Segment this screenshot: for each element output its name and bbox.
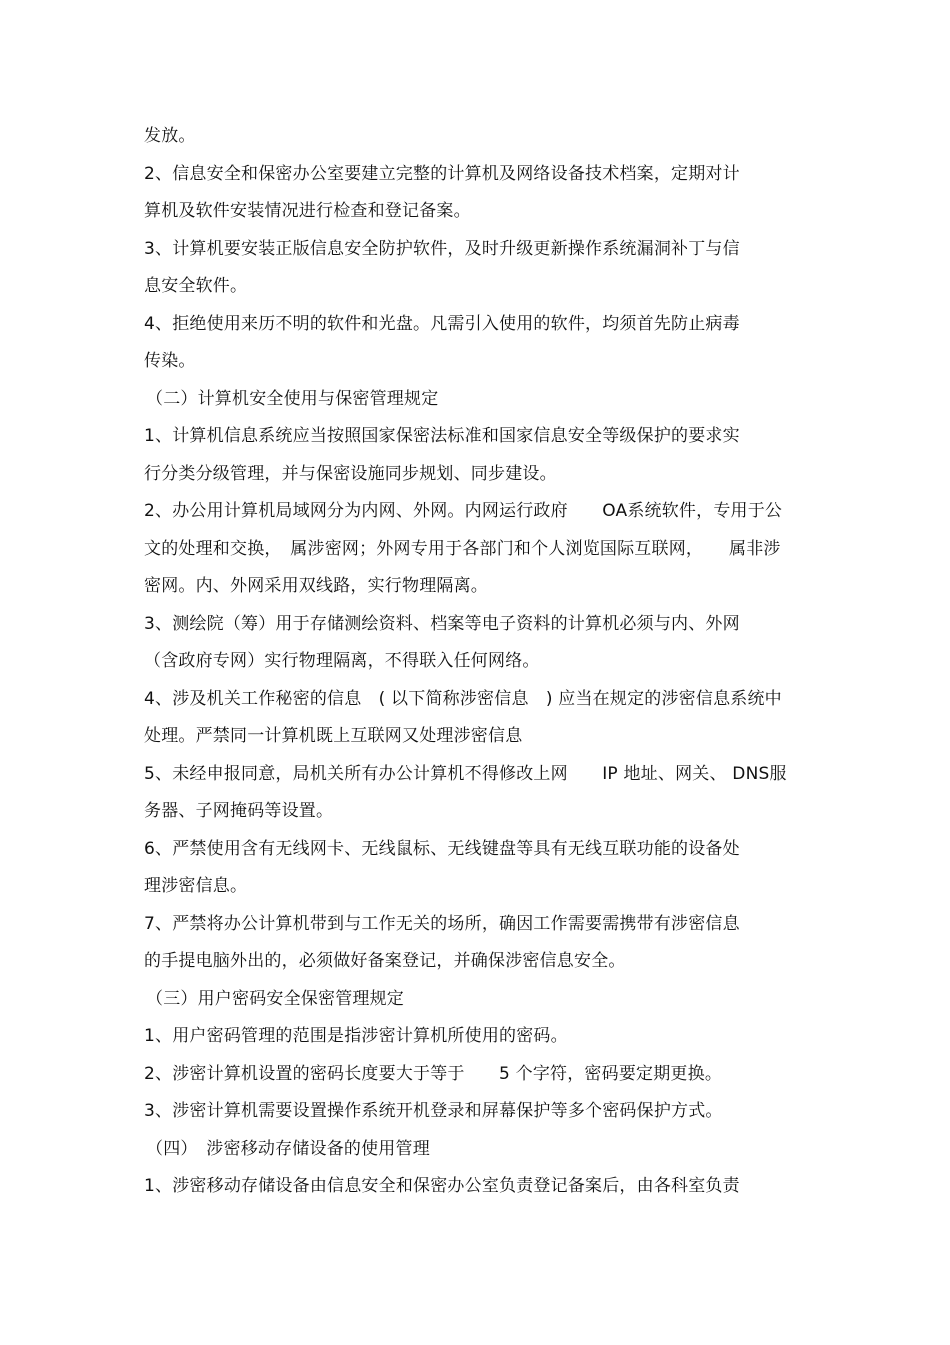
text-line: 息安全软件。: [144, 276, 248, 296]
text-line: 3、涉密计算机需要设置操作系统开机登录和屏幕保护等多个密码保护方式。: [144, 1101, 723, 1121]
text-line: 6、严禁使用含有无线网卡、无线鼠标、无线键盘等具有无线互联功能的设备处: [144, 839, 740, 859]
text-line: 算机及软件安装情况进行检查和登记备案。: [144, 201, 471, 221]
section-heading: （三）用户密码安全保密管理规定: [146, 989, 404, 1009]
text-line: （含政府专网）实行物理隔离，不得联入任何网络。: [144, 651, 540, 671]
text-line: 2、信息安全和保密办公室要建立完整的计算机及网络设备技术档案，定期对计: [144, 164, 740, 184]
text-line: 理涉密信息。: [144, 876, 248, 896]
text-line: 4、拒绝使用来历不明的软件和光盘。凡需引入使用的软件，均须首先防止病毒: [144, 314, 740, 334]
text-line: 务器、子网掩码等设置。: [144, 801, 334, 821]
text-line: 4、涉及机关工作秘密的信息 ( 以下简称涉密信息 ) 应当在规定的涉密信息系统中: [144, 689, 782, 709]
section-heading: （四） 涉密移动存储设备的使用管理: [146, 1139, 430, 1159]
text-line: 行分类分级管理，并与保密设施同步规划、同步建设。: [144, 464, 557, 484]
text-line: 7、严禁将办公计算机带到与工作无关的场所，确因工作需要需携带有涉密信息: [144, 914, 740, 934]
text-line: 传染。: [144, 351, 196, 371]
text-line: 1、涉密移动存储设备由信息安全和保密办公室负责登记备案后，由各科室负责: [144, 1176, 740, 1196]
text-line: 处理。严禁同一计算机既上互联网又处理涉密信息: [144, 726, 523, 746]
section-heading: （二）计算机安全使用与保密管理规定: [146, 389, 439, 409]
text-line: 密网。内、外网采用双线路，实行物理隔离。: [144, 576, 488, 596]
text-line: 1、计算机信息系统应当按照国家保密法标准和国家信息安全等级保护的要求实: [144, 426, 740, 446]
text-line: 2、办公用计算机局域网分为内网、外网。内网运行政府 OA系统软件，专用于公: [144, 501, 783, 521]
text-line: 3、计算机要安装正版信息安全防护软件，及时升级更新操作系统漏洞补丁与信: [144, 239, 740, 259]
text-line: 1、用户密码管理的范围是指涉密计算机所使用的密码。: [144, 1026, 568, 1046]
text-line: 3、测绘院（筹）用于存储测绘资料、档案等电子资料的计算机必须与内、外网: [144, 614, 740, 634]
text-line: 发放。: [144, 126, 196, 146]
text-line: 2、涉密计算机设置的密码长度要大于等于 5 个字符，密码要定期更换。: [144, 1064, 723, 1084]
text-line: 文的处理和交换， 属涉密网；外网专用于各部门和个人浏览国际互联网， 属非涉: [144, 539, 781, 559]
text-line: 5、未经申报同意，局机关所有办公计算机不得修改上网 IP 地址、网关、 DNS服: [144, 764, 787, 784]
text-line: 的手提电脑外出的，必须做好备案登记，并确保涉密信息安全。: [144, 951, 626, 971]
